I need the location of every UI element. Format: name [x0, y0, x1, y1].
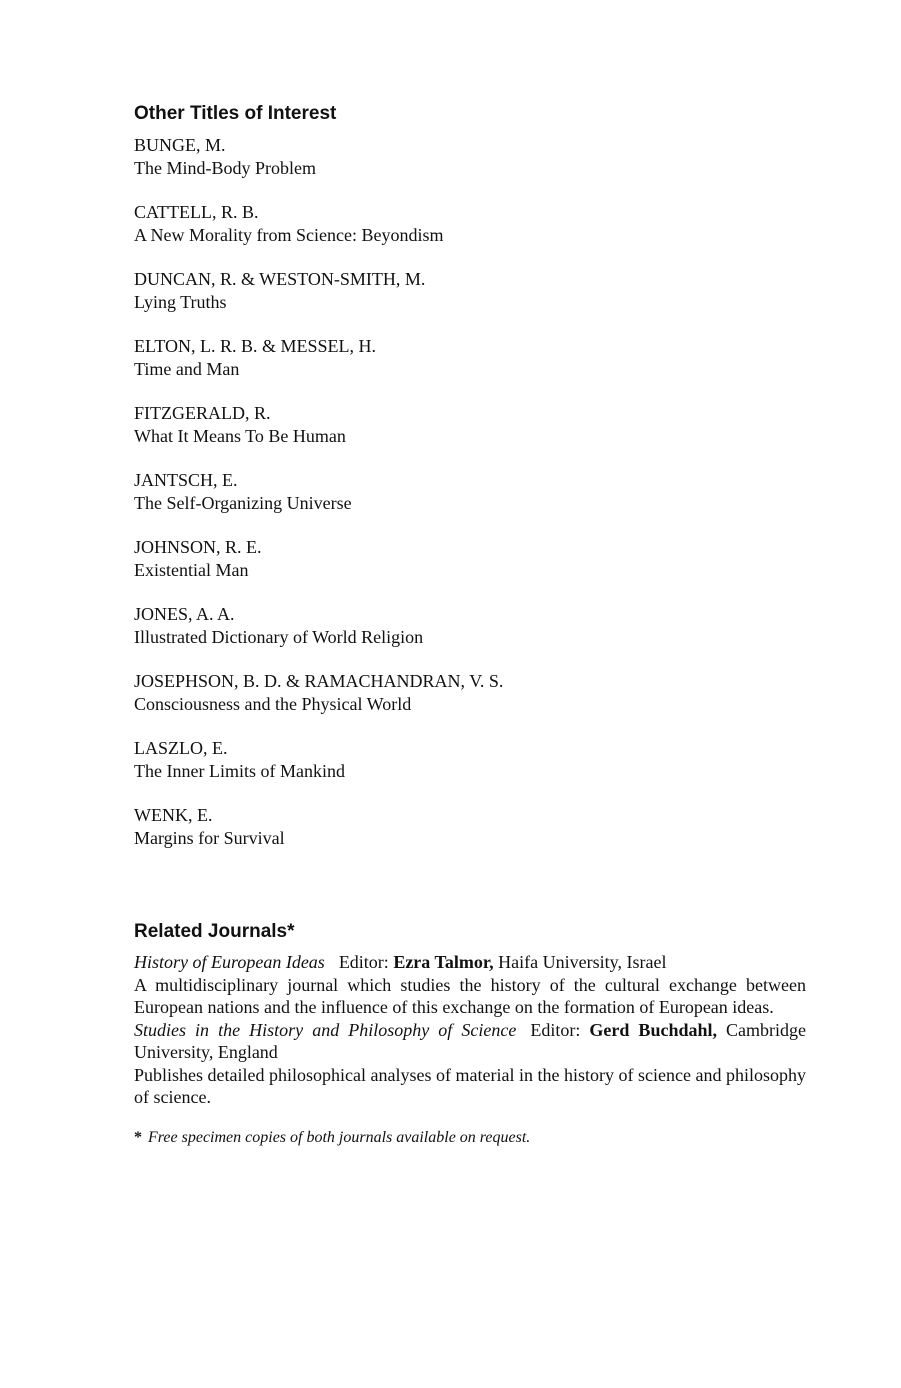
- entry-author: FITZGERALD, R.: [134, 403, 271, 423]
- other-titles-heading: Other Titles of Interest: [134, 103, 337, 124]
- entry-author: CATTELL, R. B.: [134, 202, 259, 222]
- entry-author: JOHNSON, R. E.: [134, 537, 262, 557]
- editor-label: Editor:: [530, 1019, 581, 1040]
- entry-title: Consciousness and the Physical World: [134, 694, 412, 714]
- entry-author: JOSEPHSON, B. D. & RAMACHANDRAN, V. S.: [134, 671, 504, 691]
- editor-label: Editor:: [338, 952, 389, 972]
- list-item: [134, 670, 806, 737]
- list-item: [134, 268, 806, 335]
- list-item: [134, 335, 806, 402]
- journal-entry-history-european-ideas: [134, 951, 806, 974]
- entry-title: The Mind-Body Problem: [134, 158, 316, 178]
- entry-title: What It Means To Be Human: [134, 426, 346, 446]
- list-item: [134, 402, 806, 469]
- journal-title: History of European Ideas: [134, 952, 325, 972]
- journal-description: A multidisciplinary journal which studies the history of the cultural exchange between European nations and the influence of this exchange on the formation of European ideas.: [134, 974, 806, 1017]
- entry-author: BUNGE, M.: [134, 135, 226, 155]
- entry-author: JANTSCH, E.: [134, 470, 238, 490]
- entry-author: DUNCAN, R. & WESTON-SMITH, M.: [134, 269, 426, 289]
- entry-title: Margins for Survival: [134, 828, 285, 848]
- entry-author: WENK, E.: [134, 805, 213, 825]
- related-journals-section: [134, 918, 806, 1149]
- list-item: [134, 603, 806, 670]
- editor-name: Ezra Talmor,: [393, 952, 494, 972]
- journal-list: [134, 951, 806, 1109]
- footnote: [134, 1127, 806, 1149]
- entry-title: Lying Truths: [134, 292, 227, 312]
- list-item: [134, 469, 806, 536]
- list-item: [134, 804, 806, 871]
- entry-author: LASZLO, E.: [134, 738, 228, 758]
- entry-title: Existential Man: [134, 560, 249, 580]
- footnote-mark: *: [134, 1128, 142, 1146]
- journal-entry-studies-history-philosophy-science: [134, 1019, 806, 1064]
- titles-list: [134, 134, 806, 871]
- list-item: [134, 737, 806, 804]
- entry-title: The Self-Organizing Universe: [134, 493, 352, 513]
- list-item: [134, 134, 806, 201]
- list-item: [134, 536, 806, 603]
- journal-title: Studies in the History and Philosophy of Science: [134, 1019, 517, 1040]
- entry-title: The Inner Limits of Mankind: [134, 761, 345, 781]
- entry-author: JONES, A. A.: [134, 604, 235, 624]
- editor-affiliation: Haifa University, Israel: [498, 952, 667, 972]
- editor-name: Gerd Buchdahl,: [589, 1019, 717, 1040]
- related-journals-heading: Related Journals*: [134, 921, 295, 942]
- footnote-text: Free specimen copies of both journals available on request.: [148, 1128, 531, 1146]
- page: [134, 100, 807, 1146]
- entry-title: Time and Man: [134, 359, 240, 379]
- entry-title: A New Morality from Science: Beyondism: [134, 225, 444, 245]
- entry-title: Illustrated Dictionary of World Religion: [134, 627, 424, 647]
- list-item: [134, 201, 806, 268]
- entry-author: ELTON, L. R. B. & MESSEL, H.: [134, 336, 377, 356]
- editor-affiliation: Cambridge University, England: [134, 1019, 807, 1062]
- journal-description: Publishes detailed philosophical analyses of material in the history of science and philosophy of science.: [134, 1064, 806, 1107]
